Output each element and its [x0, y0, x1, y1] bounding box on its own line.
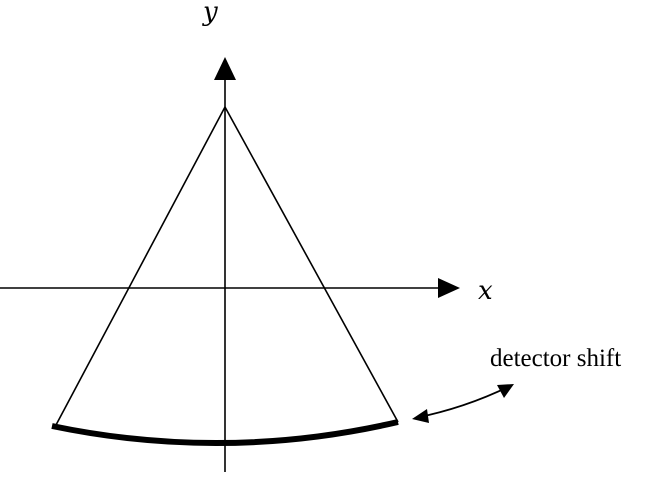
detector-shift-label: detector shift	[490, 345, 622, 372]
detector-shift-arrow	[415, 386, 510, 418]
y-axis-label: y	[203, 0, 218, 27]
detector-shift-arrowhead-left	[412, 409, 429, 423]
x-axis-label: x	[478, 276, 493, 306]
fan-beam-left-edge	[56, 107, 225, 425]
y-axis-arrowhead	[214, 57, 236, 80]
x-axis-arrowhead	[438, 278, 460, 298]
fan-beam-right-edge	[225, 107, 398, 422]
